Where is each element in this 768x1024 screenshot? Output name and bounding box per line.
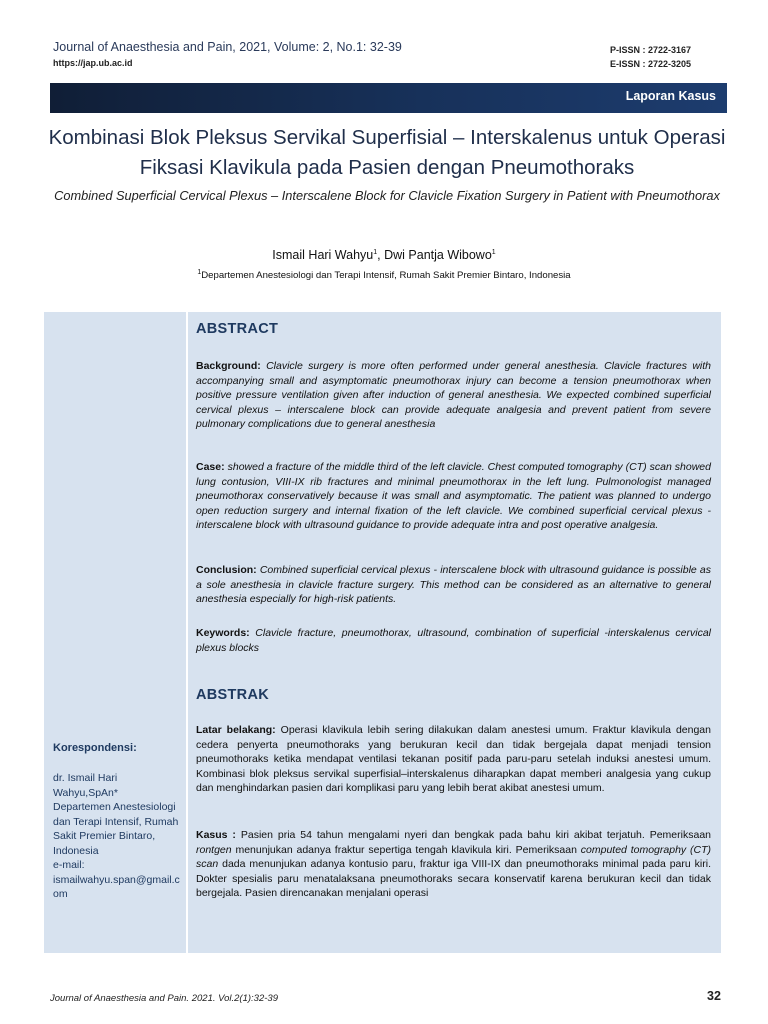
correspondence-details xyxy=(53,771,185,902)
article-subtitle: Combined Superficial Cervical Plexus – Interscalene Block for Clavicle Fixation Surgery in Patient with Pneumothorax xyxy=(54,188,720,203)
abstract-case xyxy=(196,460,711,533)
affiliation-mark: 1 xyxy=(197,268,202,276)
correspondence-panel xyxy=(44,312,186,953)
correspondence-department: Departemen Anestesiologi dan Terapi Intensif, Rumah Sakit Premier Bintaro, Indonesia xyxy=(53,801,179,857)
kasus-label: Kasus : xyxy=(196,829,236,841)
correspondence-name: dr. Ismail Hari Wahyu,SpAn* xyxy=(53,772,118,799)
correspondence-heading: Korespondensi: xyxy=(53,742,137,754)
e-issn: E-ISSN : 2722-3205 xyxy=(610,59,692,69)
kasus-rontgen-term: rontgen xyxy=(196,843,232,856)
conclusion-text: Combined superficial cervical plexus - interscalene block with ultrasound guidance is possible as a sole anesthesia in clavicle fracture surgery. This method can be considered as an alternative to general anesthesia especially for high-risk patients. xyxy=(196,564,712,605)
abstract-heading: ABSTRACT xyxy=(196,321,279,337)
conclusion-label: Conclusion: xyxy=(196,564,257,576)
page-number: 32 xyxy=(707,989,721,1003)
panel-divider xyxy=(186,312,188,953)
kasus-text: Pasien pria 54 tahun mengalami nyeri dan bengkak pada bahu kiri akibat terjatuh. Pemeriksaan xyxy=(240,829,711,841)
latar-text: Operasi klavikula lebih sering dilakukan dalam anestesi umum. Fraktur klavikula dengan cedera penyerta pneumothoraks yang berukuran kecil dan tidak bergejala dapat menjadi tension pneumothoraks ketika mendapat ventilasi tekanan positif pada paru-paru setelah induksi anestesi umum. Kombinasi blok pleksus servikal superfisial–interskalenus diharapkan dapat memberi analgesia yang cukup dan menghindarkan pasien dari komplikasi paru yang lebih berat akibat anestesi umum. xyxy=(196,724,711,794)
abstract-background xyxy=(196,359,711,432)
journal-title: Journal of Anaesthesia and Pain, 2021, Volume: 2, No.1: 32-39 xyxy=(53,40,402,54)
journal-header xyxy=(53,40,402,68)
abstract-conclusion xyxy=(196,563,711,607)
abstract-keywords xyxy=(196,626,711,655)
abstrak-heading: ABSTRAK xyxy=(196,687,269,703)
author-affiliation-mark: 1 xyxy=(491,248,496,256)
abstrak-kasus xyxy=(196,828,711,901)
author-name: Ismail Hari Wahyu xyxy=(272,248,374,262)
article-type-label: Laporan Kasus xyxy=(625,89,716,103)
kasus-text: dada menunjukan adanya kontusio paru, fraktur iga VIII-IX dan pneumothoraks minimal pada paru kiri. Dokter spesialis paru menatalaksana pneumothoraks secara konservatif karena berukuran kecil dan tidak bergejala. Pasien direncanakan menjalani operasi xyxy=(196,858,711,899)
abstrak-latar-belakang xyxy=(196,723,711,796)
kasus-ct-term: computed tomography (CT) scan xyxy=(196,843,711,870)
latar-label: Latar belakang: xyxy=(196,724,276,736)
issn-block xyxy=(610,43,691,71)
author-separator: , xyxy=(377,248,385,262)
background-label: Background: xyxy=(196,360,261,372)
p-issn: P-ISSN : 2722-3167 xyxy=(610,45,692,55)
correspondence-email[interactable]: ismailwahyu.span@gmail.com xyxy=(53,873,180,900)
footer-citation: Journal of Anaesthesia and Pain. 2021. Vol.2(1):32-39 xyxy=(50,993,278,1004)
author-name: Dwi Pantja Wibowo xyxy=(384,248,492,262)
article-title: Kombinasi Blok Pleksus Servikal Superfisial – Interskalenus untuk Operasi Fiksasi Klavikula pada Pasien dengan Pneumothoraks xyxy=(48,126,726,179)
article-type-banner xyxy=(50,83,727,113)
abstract-box xyxy=(44,312,721,953)
case-text: showed a fracture of the middle third of the left clavicle. Chest computed tomography (CT) scan showed lung contusion, VIII-IX rib fractures and minimal pneumothorax in the left lung. Pulmonologist managed pneumothorax conservatively because it was small and asymptomatic. The patient was planned to undergo open reduction surgery and internal fixation of the left clavicle. We combined superficial cervical plexus - interscalene block with ultrasound guidance to provide adequate intra and post operative analgesia. xyxy=(196,461,711,531)
keywords-text: Clavicle fracture, pneumothorax, ultrasound, combination of superficial -interskalenus cervical plexus blocks xyxy=(196,627,711,654)
affiliation xyxy=(0,270,768,281)
author-list xyxy=(0,248,768,262)
author-affiliation-mark: 1 xyxy=(373,248,378,256)
correspondence-email-label: e-mail: xyxy=(53,859,85,871)
case-label: Case: xyxy=(196,461,225,473)
journal-url[interactable]: https://jap.ub.ac.id xyxy=(53,58,133,68)
keywords-label: Keywords: xyxy=(196,627,250,639)
background-text: Clavicle surgery is more often performed under general anesthesia. Clavicle fractures with accompanying small and asymptomatic pneumothorax injury can become a tension pneumothorax when positive pressure ventilation given after induction of general anesthesia. We expected combined superficial cervical plexus – interscalene block can provide adequate analgesia and prevent patient from severe pulmonary complications due to general anesthesia xyxy=(196,360,711,430)
affiliation-text: Departemen Anestesiologi dan Terapi Intensif, Rumah Sakit Premier Bintaro, Indonesia xyxy=(201,270,571,281)
kasus-text: menunjukan adanya fraktur sepertiga tengah klavikula kiri. Pemeriksaan xyxy=(231,843,581,856)
